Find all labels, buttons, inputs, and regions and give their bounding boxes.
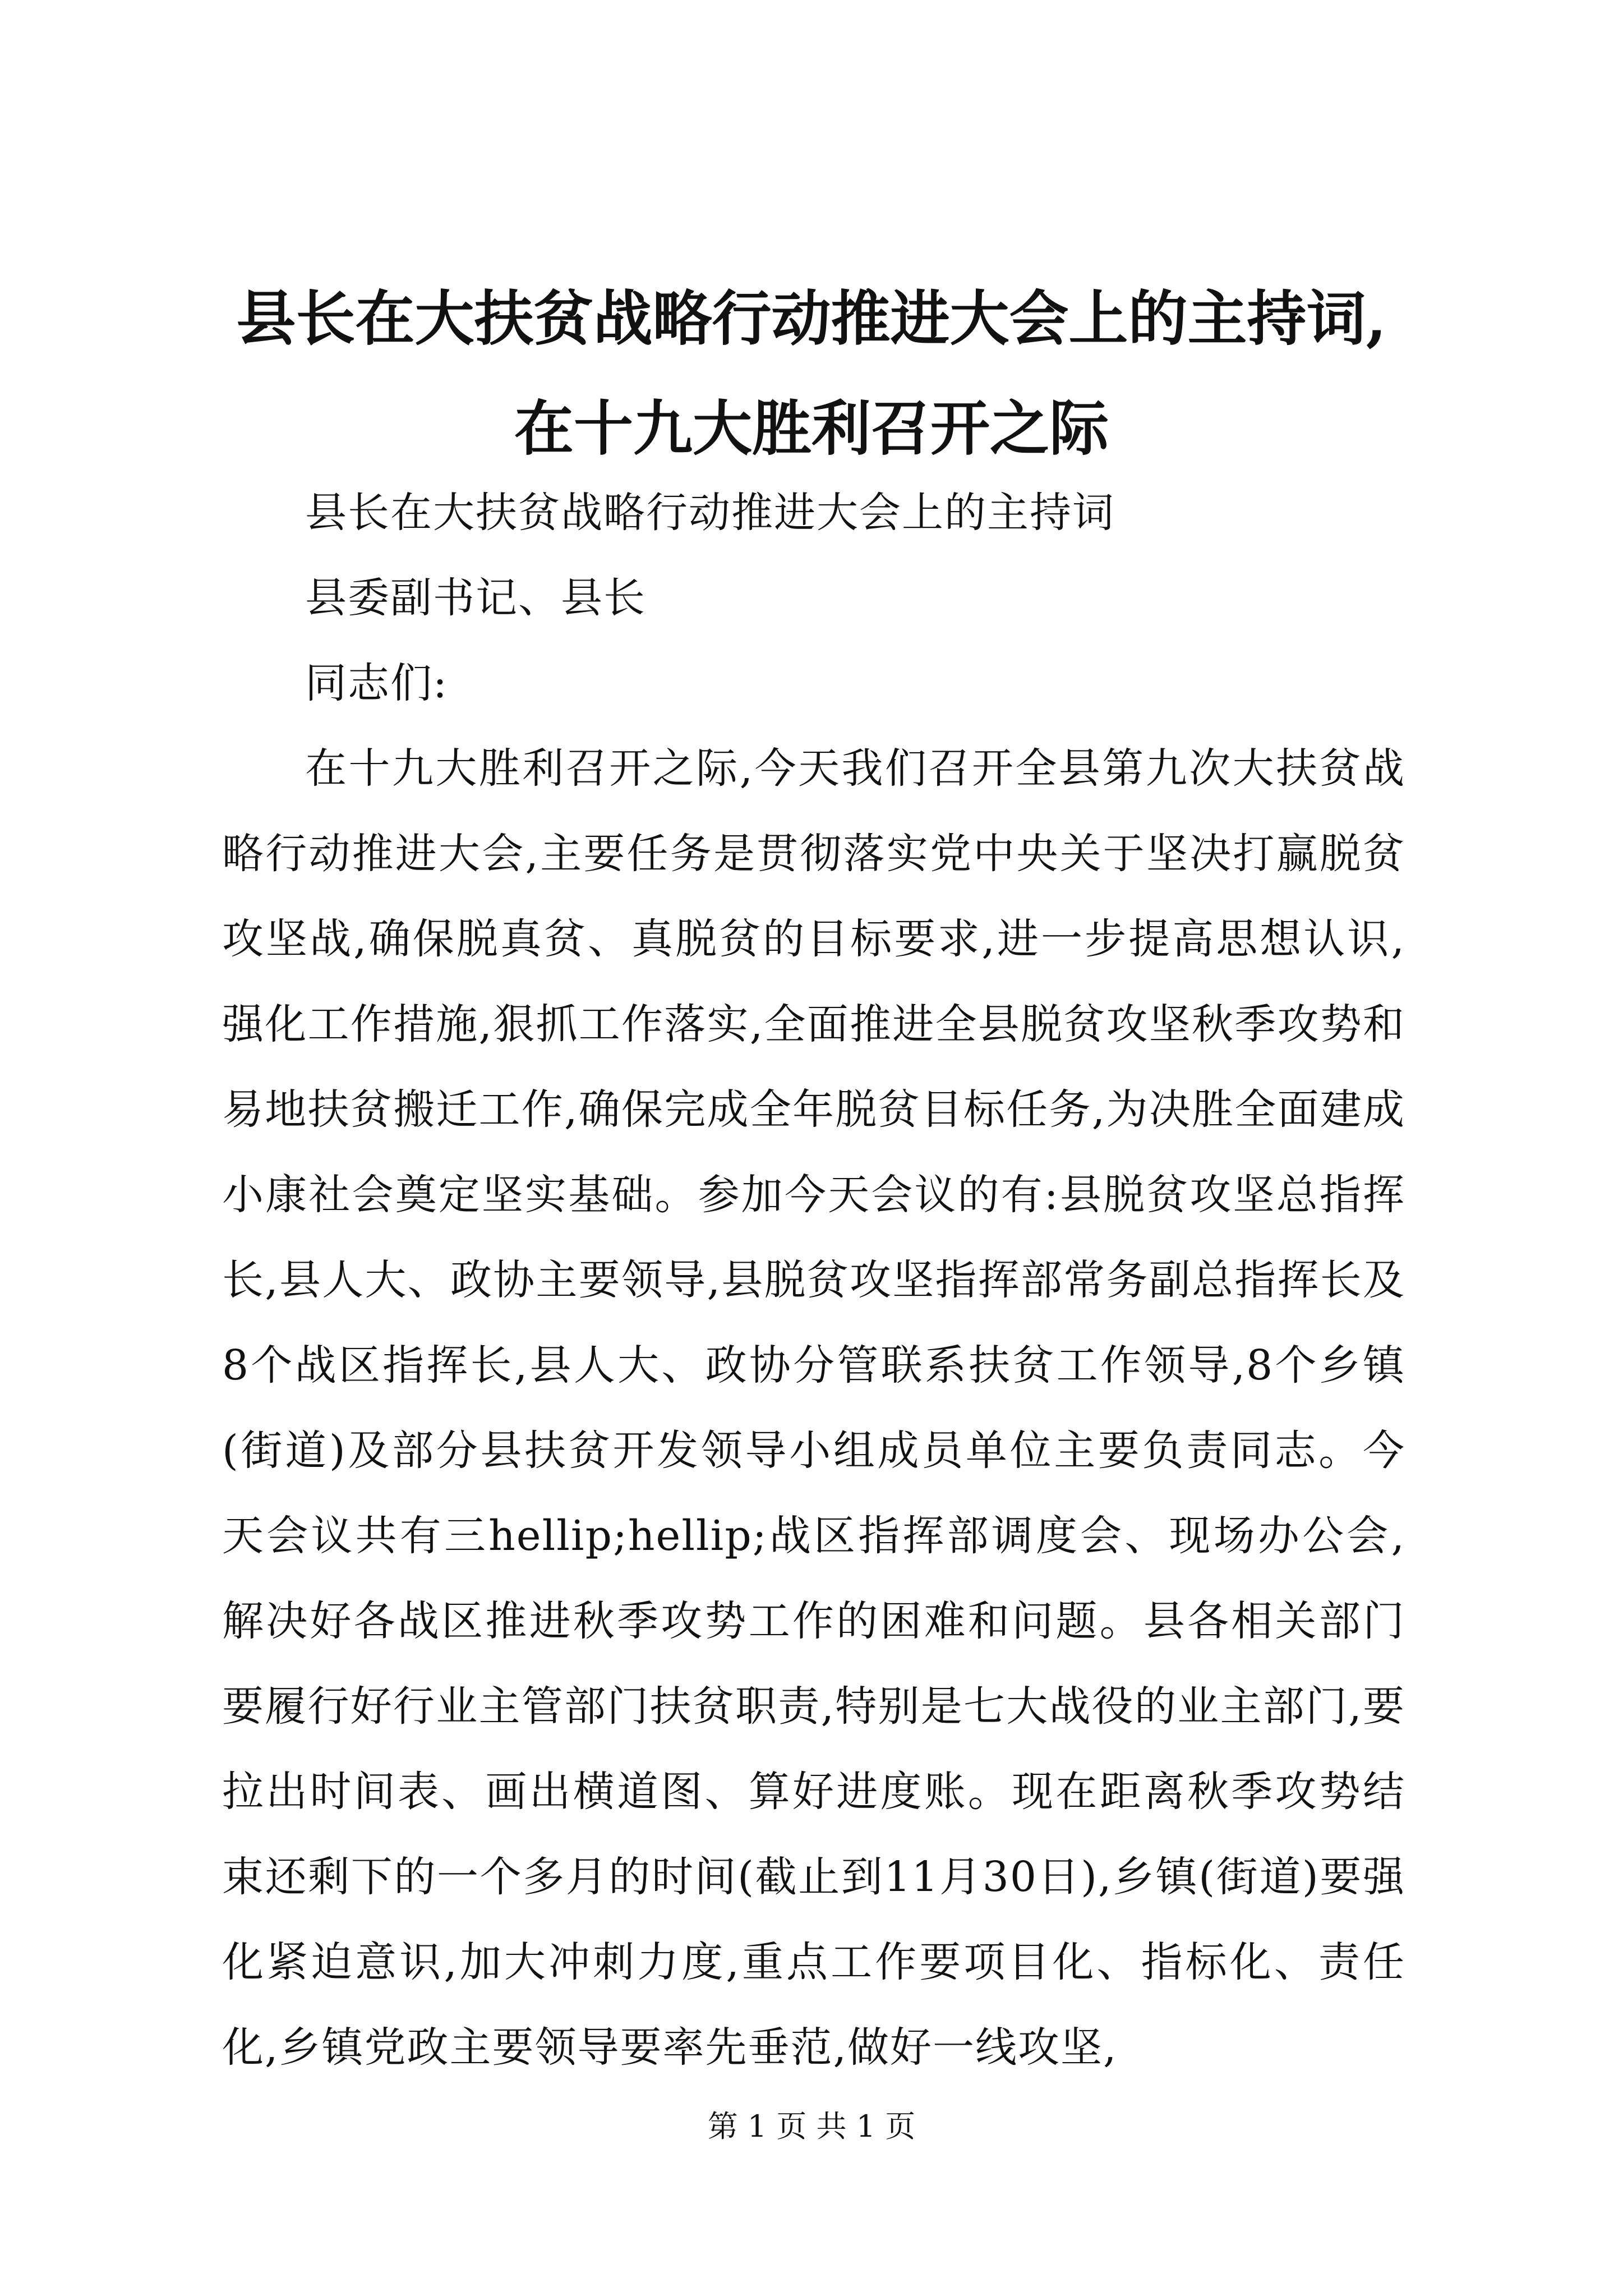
document-title [208,264,1415,484]
title-line-1: 县长在大扶贫战略行动推进大会上的主持词, [236,283,1387,353]
subtitle-paragraph: 县长在大扶贫战略行动推进大会上的主持词 [305,489,1115,537]
document-body [222,470,1405,2090]
page-number-footer: 第 1 页 共 1 页 [707,2109,916,2144]
speaker-paragraph: 县委副书记、县长 [305,574,646,622]
title-line-2: 在十九大胜利召开之际 [514,393,1109,463]
greeting-paragraph: 同志们: [305,659,448,707]
main-paragraph: 在十九大胜利召开之际,今天我们召开全县第九次大扶贫战略行动推进大会,主要任务是贯彻落实党中央关于坚决打赢脱贫攻坚战,确保脱真贫、真脱贫的目标要求,进一步提高思想认识,强化工作措施,狠抓工作落实,全面推进全县脱贫攻坚秋季攻势和易地扶贫搬迁工作,确保完成全年脱贫目标任务,为决胜全面建成小康社会奠定坚实基础。参加今天会议的有:县脱贫攻坚总指挥长,县人大、政协主要领导,县脱贫攻坚指挥部常务副总指挥长及8个战区指挥长,县人大、政协分管联系扶贫工作领导,8个乡镇(街道)及部分县扶贫开发领导小组成员单位主要负责同志。今天会议共有三hellip;hellip;战区指挥部调度会、现场办公会,解决好各战区推进秋季攻势工作的困难和问题。县各相关部门要履行好行业主管部门扶贫职责,特别是七大战役的业主部门,要拉出时间表、画出横道图、算好进度账。现在距离秋季攻势结束还剩下的一个多月的时间(截止到11月30日),乡镇(街道)要强化紧迫意识,加大冲刺力度,重点工作要项目化、指标化、责任化,乡镇党政主要领导要率先垂范,做好一线攻坚, [222,744,1405,2072]
